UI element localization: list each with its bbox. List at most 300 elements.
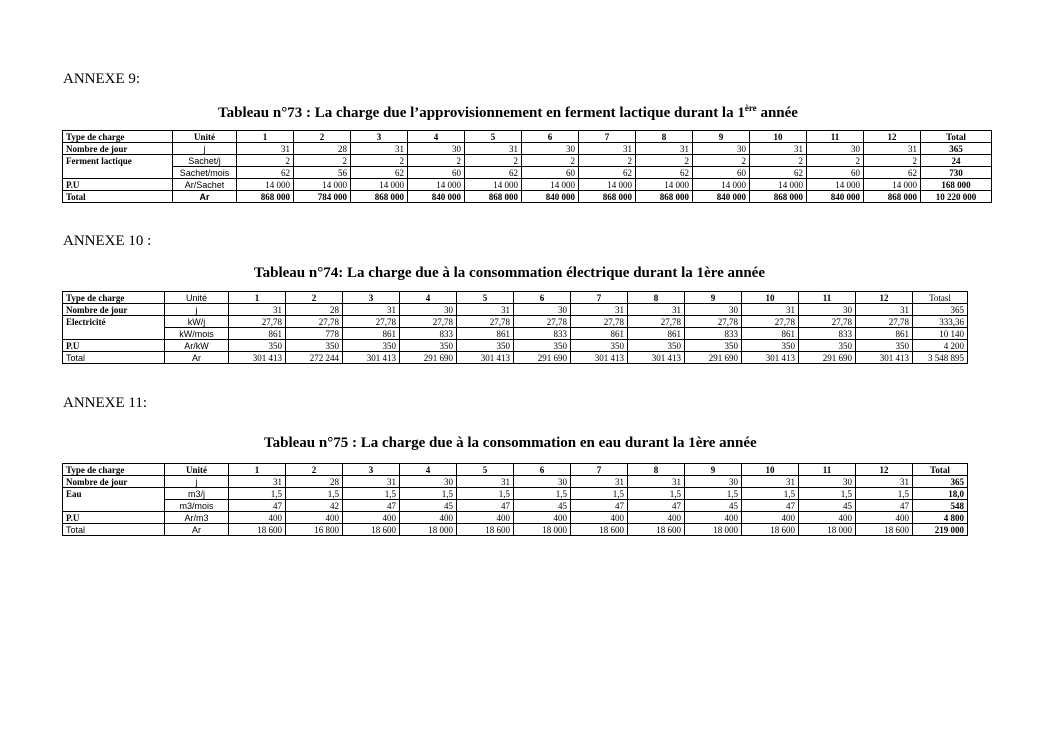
- header-month: 1: [229, 464, 286, 476]
- annex-11-label: ANNEXE 11:: [63, 395, 148, 411]
- month-value: 861: [742, 328, 799, 340]
- month-value: 31: [237, 143, 294, 155]
- table-row: [63, 340, 968, 352]
- header-month: 10: [742, 292, 799, 304]
- header-month: 11: [799, 464, 856, 476]
- month-value: 301 413: [856, 352, 913, 364]
- month-value: 1,5: [628, 488, 685, 500]
- month-value: 47: [343, 500, 400, 512]
- header-type-de-charge: Type de charge: [63, 464, 165, 476]
- month-value: 1,5: [685, 488, 742, 500]
- month-value: 840 000: [522, 191, 579, 203]
- row-total: 10 140: [913, 328, 968, 340]
- header-month: 8: [628, 292, 685, 304]
- row-total: 365: [913, 304, 968, 316]
- month-value: 18 000: [514, 524, 571, 536]
- month-value: 350: [514, 340, 571, 352]
- month-value: 400: [229, 512, 286, 524]
- month-value: 47: [628, 500, 685, 512]
- month-value: 840 000: [807, 191, 864, 203]
- month-value: 30: [807, 143, 864, 155]
- month-value: 27,78: [628, 316, 685, 328]
- month-value: 350: [457, 340, 514, 352]
- table-header-row: [63, 464, 968, 476]
- month-value: 45: [400, 500, 457, 512]
- month-value: 18 600: [628, 524, 685, 536]
- month-value: 350: [685, 340, 742, 352]
- month-value: 14 000: [750, 179, 807, 191]
- header-month: 9: [693, 131, 750, 143]
- month-value: 778: [286, 328, 343, 340]
- header-month: 5: [465, 131, 522, 143]
- row-label: Nombre de jour: [63, 476, 165, 488]
- month-value: 18 600: [343, 524, 400, 536]
- month-value: 2: [522, 155, 579, 167]
- month-value: 47: [742, 500, 799, 512]
- month-value: 18 000: [400, 524, 457, 536]
- table-row: [63, 524, 968, 536]
- month-value: 62: [237, 167, 294, 179]
- table-73-title-text: Tableau n°73 : La charge due l’approvisionnement en ferment lactique durant la 1: [218, 105, 745, 121]
- header-unite: Unité: [165, 464, 229, 476]
- row-unit: kW/j: [165, 316, 229, 328]
- row-total: 365: [921, 143, 992, 155]
- header-month: 10: [742, 464, 799, 476]
- month-value: 47: [571, 500, 628, 512]
- row-unit: j: [173, 143, 237, 155]
- month-value: 27,78: [799, 316, 856, 328]
- month-value: 31: [343, 304, 400, 316]
- row-total: 168 000: [921, 179, 992, 191]
- month-value: 30: [514, 304, 571, 316]
- month-value: 31: [571, 476, 628, 488]
- month-value: 31: [465, 143, 522, 155]
- month-value: 400: [856, 512, 913, 524]
- month-value: 30: [522, 143, 579, 155]
- month-value: 45: [685, 500, 742, 512]
- table-73: [62, 130, 992, 203]
- month-value: 291 690: [685, 352, 742, 364]
- month-value: 868 000: [351, 191, 408, 203]
- table-row: [63, 143, 992, 155]
- table-74-title: Tableau n°74: La charge due à la consommation électrique durant la 1ère année: [254, 265, 765, 281]
- row-unit: Ar/m3: [165, 512, 229, 524]
- month-value: 833: [514, 328, 571, 340]
- month-value: 861: [571, 328, 628, 340]
- month-value: 30: [408, 143, 465, 155]
- header-month: 11: [807, 131, 864, 143]
- month-value: 2: [693, 155, 750, 167]
- header-month: 10: [750, 131, 807, 143]
- table-row: [63, 476, 968, 488]
- month-value: 60: [693, 167, 750, 179]
- row-label: Total: [63, 524, 165, 536]
- header-month: 7: [571, 464, 628, 476]
- month-value: 62: [351, 167, 408, 179]
- header-unite: Unité: [165, 292, 229, 304]
- header-month: 2: [286, 292, 343, 304]
- row-total: 18,0: [913, 488, 968, 500]
- month-value: 1,5: [571, 488, 628, 500]
- month-value: 14 000: [807, 179, 864, 191]
- row-label: Ferment lactique: [63, 155, 173, 167]
- month-value: 31: [229, 304, 286, 316]
- header-type-de-charge: Type de charge: [63, 292, 165, 304]
- header-month: 9: [685, 292, 742, 304]
- month-value: 31: [750, 143, 807, 155]
- month-value: 18 000: [685, 524, 742, 536]
- row-total: 365: [913, 476, 968, 488]
- month-value: 18 600: [571, 524, 628, 536]
- table-row: [63, 179, 992, 191]
- header-month: 1: [237, 131, 294, 143]
- month-value: 30: [693, 143, 750, 155]
- row-unit: Ar/kW: [165, 340, 229, 352]
- month-value: 60: [522, 167, 579, 179]
- month-value: 27,78: [286, 316, 343, 328]
- annex-9-label: ANNEXE 9:: [63, 71, 141, 87]
- row-unit: j: [165, 476, 229, 488]
- month-value: 30: [400, 476, 457, 488]
- month-value: 350: [229, 340, 286, 352]
- header-month: 12: [856, 292, 913, 304]
- header-type-de-charge: Type de charge: [63, 131, 173, 143]
- month-value: 31: [742, 476, 799, 488]
- month-value: 2: [465, 155, 522, 167]
- month-value: 1,5: [343, 488, 400, 500]
- month-value: 1,5: [856, 488, 913, 500]
- month-value: 400: [685, 512, 742, 524]
- row-label: [63, 500, 165, 512]
- month-value: 30: [514, 476, 571, 488]
- header-month: 2: [286, 464, 343, 476]
- row-unit: Ar: [165, 524, 229, 536]
- month-value: 400: [799, 512, 856, 524]
- row-label: Total: [63, 352, 165, 364]
- month-value: 27,78: [514, 316, 571, 328]
- month-value: 14 000: [579, 179, 636, 191]
- row-label: P.U: [63, 179, 173, 191]
- row-total: 333,36: [913, 316, 968, 328]
- month-value: 868 000: [237, 191, 294, 203]
- month-value: 291 690: [514, 352, 571, 364]
- month-value: 301 413: [229, 352, 286, 364]
- month-value: 400: [286, 512, 343, 524]
- month-value: 2: [750, 155, 807, 167]
- month-value: 400: [457, 512, 514, 524]
- month-value: 27,78: [229, 316, 286, 328]
- row-label: [63, 167, 173, 179]
- month-value: 18 000: [799, 524, 856, 536]
- month-value: 400: [571, 512, 628, 524]
- month-value: 868 000: [750, 191, 807, 203]
- month-value: 27,78: [343, 316, 400, 328]
- month-value: 1,5: [229, 488, 286, 500]
- header-month: 4: [400, 292, 457, 304]
- month-value: 2: [408, 155, 465, 167]
- table-73-title: [218, 103, 798, 122]
- row-unit: Ar/Sachet: [173, 179, 237, 191]
- month-value: 47: [457, 500, 514, 512]
- table-73-title-end: année: [756, 105, 798, 121]
- month-value: 1,5: [742, 488, 799, 500]
- row-unit: Sachet/j: [173, 155, 237, 167]
- row-label: Nombre de jour: [63, 143, 173, 155]
- header-month: 8: [636, 131, 693, 143]
- month-value: 42: [286, 500, 343, 512]
- header-month: 8: [628, 464, 685, 476]
- header-month: 5: [457, 292, 514, 304]
- table-row: [63, 155, 992, 167]
- month-value: 47: [229, 500, 286, 512]
- month-value: 350: [571, 340, 628, 352]
- month-value: 31: [571, 304, 628, 316]
- month-value: 868 000: [579, 191, 636, 203]
- month-value: 31: [628, 304, 685, 316]
- header-month: 6: [514, 292, 571, 304]
- month-value: 31: [864, 143, 921, 155]
- month-value: 62: [636, 167, 693, 179]
- month-value: 27,78: [400, 316, 457, 328]
- row-unit: Ar: [165, 352, 229, 364]
- header-month: 6: [522, 131, 579, 143]
- month-value: 840 000: [408, 191, 465, 203]
- table-row: [63, 304, 968, 316]
- month-value: 62: [864, 167, 921, 179]
- month-value: 14 000: [636, 179, 693, 191]
- month-value: 301 413: [343, 352, 400, 364]
- month-value: 2: [294, 155, 351, 167]
- month-value: 31: [742, 304, 799, 316]
- month-value: 30: [685, 476, 742, 488]
- month-value: 2: [864, 155, 921, 167]
- month-value: 301 413: [628, 352, 685, 364]
- month-value: 28: [294, 143, 351, 155]
- header-total: Total: [913, 464, 968, 476]
- month-value: 14 000: [294, 179, 351, 191]
- month-value: 1,5: [799, 488, 856, 500]
- row-total: 4 200: [913, 340, 968, 352]
- month-value: 350: [856, 340, 913, 352]
- row-label: P.U: [63, 340, 165, 352]
- header-total: Totasl: [913, 292, 968, 304]
- row-total: 24: [921, 155, 992, 167]
- month-value: 400: [400, 512, 457, 524]
- header-month: 2: [294, 131, 351, 143]
- month-value: 27,78: [742, 316, 799, 328]
- month-value: 1,5: [514, 488, 571, 500]
- month-value: 56: [294, 167, 351, 179]
- month-value: 833: [400, 328, 457, 340]
- month-value: 27,78: [457, 316, 514, 328]
- month-value: 27,78: [856, 316, 913, 328]
- row-label: Eau: [63, 488, 165, 500]
- month-value: 840 000: [693, 191, 750, 203]
- month-value: 272 244: [286, 352, 343, 364]
- month-value: 60: [408, 167, 465, 179]
- month-value: 28: [286, 304, 343, 316]
- row-unit: Sachet/mois: [173, 167, 237, 179]
- header-month: 9: [685, 464, 742, 476]
- month-value: 861: [343, 328, 400, 340]
- header-month: 5: [457, 464, 514, 476]
- month-value: 833: [685, 328, 742, 340]
- month-value: 833: [799, 328, 856, 340]
- month-value: 301 413: [742, 352, 799, 364]
- header-month: 3: [343, 292, 400, 304]
- table-row: [63, 167, 992, 179]
- month-value: 60: [807, 167, 864, 179]
- table-row: [63, 500, 968, 512]
- month-value: 62: [579, 167, 636, 179]
- row-unit: kW/mois: [165, 328, 229, 340]
- header-month: 11: [799, 292, 856, 304]
- month-value: 30: [799, 476, 856, 488]
- month-value: 350: [400, 340, 457, 352]
- month-value: 350: [742, 340, 799, 352]
- month-value: 350: [343, 340, 400, 352]
- header-unite: Unité: [173, 131, 237, 143]
- row-total: 3 548 895: [913, 352, 968, 364]
- table-row: [63, 488, 968, 500]
- month-value: 400: [742, 512, 799, 524]
- month-value: 62: [465, 167, 522, 179]
- month-value: 31: [457, 476, 514, 488]
- row-total: 219 000: [913, 524, 968, 536]
- month-value: 31: [343, 476, 400, 488]
- month-value: 861: [856, 328, 913, 340]
- row-unit: Ar: [173, 191, 237, 203]
- month-value: 2: [351, 155, 408, 167]
- month-value: 861: [229, 328, 286, 340]
- month-value: 350: [628, 340, 685, 352]
- table-row: [63, 352, 968, 364]
- header-month: 7: [571, 292, 628, 304]
- month-value: 868 000: [465, 191, 522, 203]
- month-value: 861: [628, 328, 685, 340]
- table-row: [63, 328, 968, 340]
- month-value: 14 000: [864, 179, 921, 191]
- table-75: [62, 463, 968, 536]
- month-value: 14 000: [522, 179, 579, 191]
- table-row: [63, 512, 968, 524]
- month-value: 31: [579, 143, 636, 155]
- annex-10-label: ANNEXE 10 :: [63, 233, 152, 249]
- month-value: 350: [799, 340, 856, 352]
- month-value: 2: [237, 155, 294, 167]
- header-month: 3: [351, 131, 408, 143]
- month-value: 868 000: [864, 191, 921, 203]
- month-value: 27,78: [685, 316, 742, 328]
- month-value: 31: [351, 143, 408, 155]
- month-value: 31: [229, 476, 286, 488]
- header-month: 3: [343, 464, 400, 476]
- month-value: 400: [514, 512, 571, 524]
- month-value: 861: [457, 328, 514, 340]
- month-value: 16 800: [286, 524, 343, 536]
- month-value: 30: [799, 304, 856, 316]
- month-value: 2: [807, 155, 864, 167]
- header-month: 1: [229, 292, 286, 304]
- month-value: 31: [628, 476, 685, 488]
- table-row: [63, 316, 968, 328]
- month-value: 14 000: [351, 179, 408, 191]
- month-value: 31: [457, 304, 514, 316]
- month-value: 868 000: [636, 191, 693, 203]
- header-month: 12: [864, 131, 921, 143]
- header-month: 4: [400, 464, 457, 476]
- row-unit: m3/j: [165, 488, 229, 500]
- month-value: 47: [856, 500, 913, 512]
- month-value: 28: [286, 476, 343, 488]
- month-value: 291 690: [799, 352, 856, 364]
- month-value: 31: [856, 476, 913, 488]
- row-total: 548: [913, 500, 968, 512]
- month-value: 31: [856, 304, 913, 316]
- month-value: 400: [343, 512, 400, 524]
- row-total: 4 800: [913, 512, 968, 524]
- month-value: 301 413: [571, 352, 628, 364]
- month-value: 14 000: [465, 179, 522, 191]
- month-value: 30: [685, 304, 742, 316]
- header-total: Total: [921, 131, 992, 143]
- header-month: 6: [514, 464, 571, 476]
- month-value: 45: [799, 500, 856, 512]
- month-value: 18 600: [742, 524, 799, 536]
- month-value: 31: [636, 143, 693, 155]
- table-header-row: [63, 292, 968, 304]
- month-value: 784 000: [294, 191, 351, 203]
- month-value: 18 600: [229, 524, 286, 536]
- month-value: 62: [750, 167, 807, 179]
- month-value: 18 600: [856, 524, 913, 536]
- month-value: 291 690: [400, 352, 457, 364]
- row-total: 10 220 000: [921, 191, 992, 203]
- month-value: 30: [400, 304, 457, 316]
- header-month: 12: [856, 464, 913, 476]
- row-label: [63, 328, 165, 340]
- row-label: P.U: [63, 512, 165, 524]
- row-label: Electricité: [63, 316, 165, 328]
- row-unit: j: [165, 304, 229, 316]
- month-value: 1,5: [400, 488, 457, 500]
- row-unit: m3/mois: [165, 500, 229, 512]
- table-header-row: [63, 131, 992, 143]
- month-value: 14 000: [237, 179, 294, 191]
- month-value: 14 000: [693, 179, 750, 191]
- month-value: 1,5: [286, 488, 343, 500]
- header-month: 4: [408, 131, 465, 143]
- row-label: Total: [63, 191, 173, 203]
- month-value: 400: [628, 512, 685, 524]
- header-month: 7: [579, 131, 636, 143]
- month-value: 14 000: [408, 179, 465, 191]
- month-value: 2: [579, 155, 636, 167]
- month-value: 27,78: [571, 316, 628, 328]
- table-73-title-sup: ère: [744, 103, 757, 113]
- month-value: 18 600: [457, 524, 514, 536]
- row-label: Nombre de jour: [63, 304, 165, 316]
- table-74: [62, 291, 968, 364]
- row-total: 730: [921, 167, 992, 179]
- table-75-title: Tableau n°75 : La charge due à la consommation en eau durant la 1ère année: [264, 435, 757, 451]
- month-value: 301 413: [457, 352, 514, 364]
- month-value: 1,5: [457, 488, 514, 500]
- table-row: [63, 191, 992, 203]
- month-value: 45: [514, 500, 571, 512]
- month-value: 2: [636, 155, 693, 167]
- month-value: 350: [286, 340, 343, 352]
